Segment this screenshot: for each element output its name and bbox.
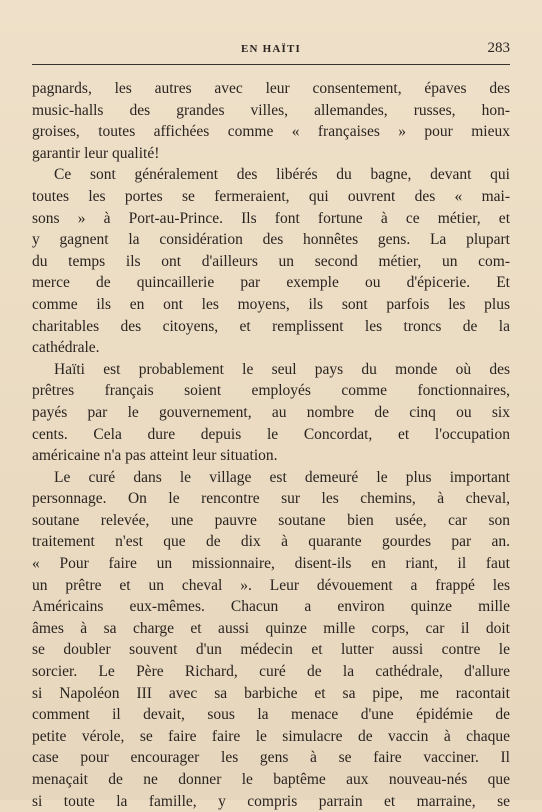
text-line: un prêtre et un cheval ». Leur dévouement a frappé les xyxy=(32,576,510,594)
body-text xyxy=(32,78,510,812)
text-line: garantir leur qualité! xyxy=(32,144,160,162)
header-rule xyxy=(32,64,510,65)
text-line: Le curé dans le village est demeuré le plus important xyxy=(54,468,510,486)
text-line: si Napoléon III avec sa barbiche et sa pipe, me racontait xyxy=(32,684,510,702)
text-line: Américains eux-mêmes. Chacun a environ quinze mille xyxy=(32,598,510,616)
text-line: payés par le gouvernement, au nombre de cinq ou six xyxy=(32,403,510,421)
paragraph xyxy=(32,78,510,164)
text-line: cents. Cela dure depuis le Concordat, et l'occupation xyxy=(32,425,510,443)
page-header xyxy=(32,40,510,60)
text-line: Haïti est probablement le seul pays du monde où des xyxy=(54,360,510,378)
text-line: traitement n'est que de dix à quarante gourdes par an. xyxy=(32,533,510,551)
text-line: comment il devait, sous la menace d'une épidémie de xyxy=(32,706,510,724)
running-head: EN HAÏTI xyxy=(240,43,302,55)
text-line: américaine n'a pas atteint leur situation. xyxy=(32,447,278,465)
text-line: du temps ils ont d'ailleurs un second métier, un com- xyxy=(32,252,510,270)
page-number: 283 xyxy=(487,40,510,56)
text-line: soutane relevée, une pauvre soutane bien usée, car son xyxy=(32,511,510,529)
text-line: sorcier. Le Père Richard, curé de la cathédrale, d'allure xyxy=(32,663,510,681)
text-line: case pour encourager les gens à se faire vacciner. Il xyxy=(32,749,510,767)
text-line: music-halls des grandes villes, allemandes, russes, hon- xyxy=(32,101,510,119)
text-line: toutes les portes se fermeraient, qui ouvrent des « mai- xyxy=(32,187,510,205)
text-line: personnage. On le rencontre sur les chemins, à cheval, xyxy=(32,490,510,508)
paragraph xyxy=(32,164,510,358)
text-line: Ce sont généralement des libérés du bagne, devant qui xyxy=(54,166,510,184)
text-line: menaçait de ne donner le baptême aux nouveau-nés que xyxy=(32,771,510,788)
text-line: se doubler souvent d'un médecin et lutter aussi contre le xyxy=(32,641,510,659)
text-line: petite vérole, se faire faire le simulacre de vaccin à chaque xyxy=(32,727,510,745)
paragraph xyxy=(32,359,510,467)
text-line: cathédrale. xyxy=(32,339,100,357)
text-line: charitables des citoyens, et remplissent les troncs de la xyxy=(32,317,510,335)
text-line: âmes à sa charge et aussi quinze mille corps, car il doit xyxy=(32,619,510,637)
text-line: pagnards, les autres avec leur consentement, épaves des xyxy=(32,80,510,97)
paragraph xyxy=(32,467,510,812)
text-line: y gagnent la considération des honnêtes gens. La plupart xyxy=(32,231,510,249)
text-line: si toute la famille, y compris parrain et marraine, se xyxy=(32,792,510,810)
text-line: « Pour faire un missionnaire, disent-ils en riant, il faut xyxy=(32,555,510,573)
text-line: sons » à Port-au-Prince. Ils font fortune à ce métier, et xyxy=(32,209,510,227)
text-line: comme ils en ont les moyens, ils sont parfois les plus xyxy=(32,295,510,313)
text-line: merce de quincaillerie par exemple ou d'épicerie. Et xyxy=(32,274,510,292)
text-line: groises, toutes affichées comme « françaises » pour mieux xyxy=(32,123,510,141)
text-line: prêtres français soient employés comme fonctionnaires, xyxy=(32,382,510,400)
